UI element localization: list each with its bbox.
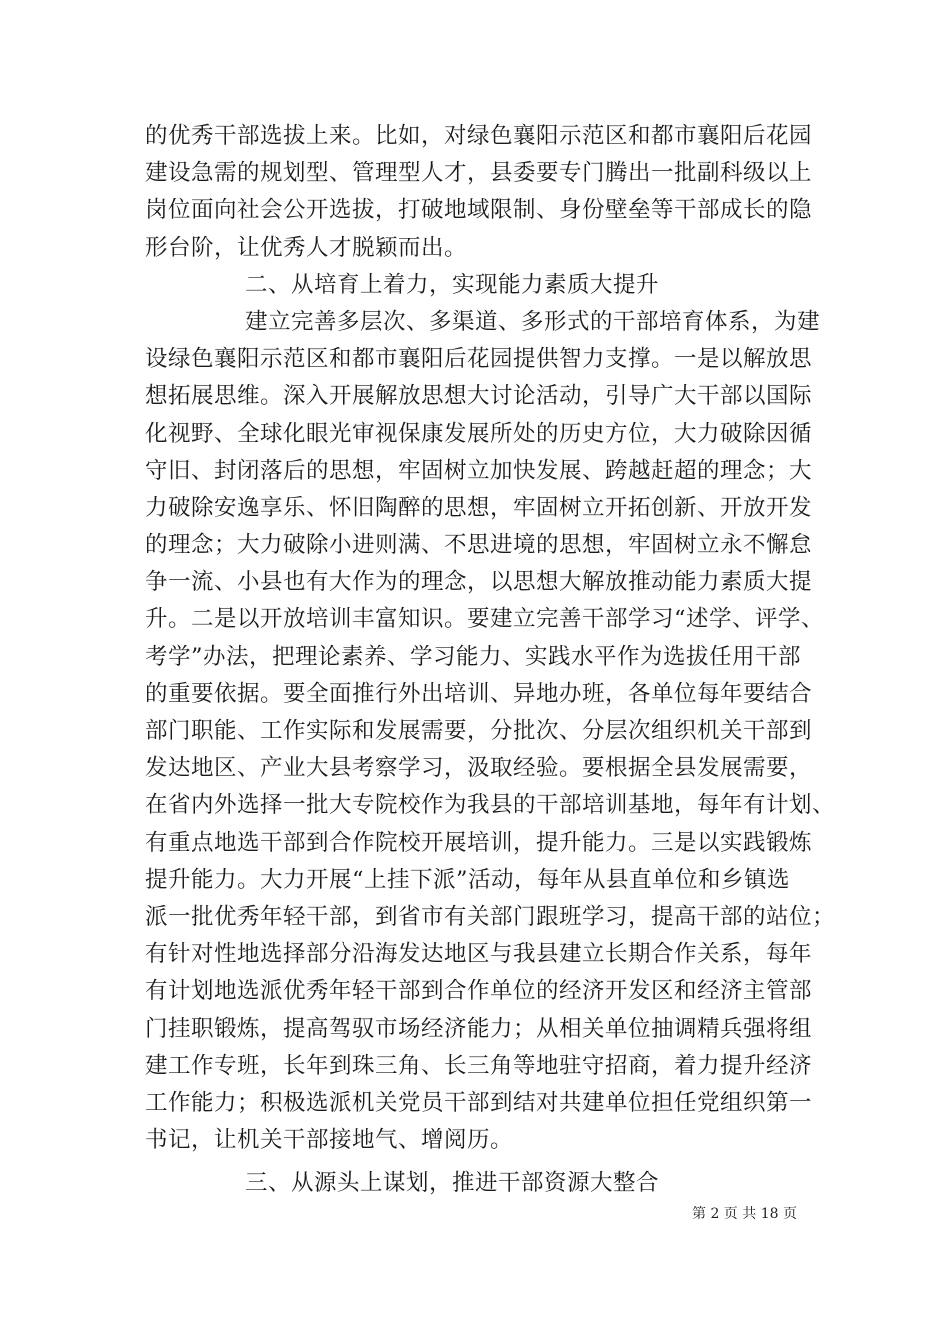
text-line: 有计划地选派优秀年轻干部到合作单位的经济开发区和经济主管部 xyxy=(145,978,813,1005)
text-line: 考学”办法，把理论素养、学习能力、实践水平作为选拔任用干部 xyxy=(145,643,802,670)
text-line: 派一批优秀年轻干部，到省市有关部门跟班学习，提高干部的站位； xyxy=(145,903,836,930)
text-line: 岗位面向社会公开选拔，打破地域限制、身份壁垒等干部成长的隐 xyxy=(145,197,813,224)
text-line: 的优秀干部选拔上来。比如，对绿色襄阳示范区和都市襄阳后花园 xyxy=(145,123,813,149)
document-body xyxy=(145,118,836,1202)
text-line: 门挂职锻炼，提高驾驭市场经济能力；从相关单位抽调精兵强将组 xyxy=(145,1015,813,1042)
text-line: 争一流、小县也有大作为的理念，以思想大解放推动能力素质大提 xyxy=(145,569,813,596)
section-heading-3: 三、从源头上谋划，推进干部资源大整合 xyxy=(245,1170,660,1197)
text-line: 发达地区、产业大县考察学习，汲取经验。要根据全县发展需要， xyxy=(145,755,813,782)
text-line: 在省内外选择一批大专院校作为我县的干部培训基地，每年有计划、 xyxy=(145,792,836,819)
text-line: 建立完善多层次、多渠道、多形式的干部培育体系，为建 xyxy=(245,308,821,335)
text-line: 想拓展思维。深入开展解放思想大讨论活动，引导广大干部以国际 xyxy=(145,383,813,410)
paragraph-2 xyxy=(145,304,836,1159)
text-line: 书记，让机关干部接地气、增阅历。 xyxy=(145,1127,514,1154)
paragraph-1 xyxy=(145,118,813,267)
text-line: 形台阶，让优秀人才脱颖而出。 xyxy=(145,234,468,261)
text-line: 工作能力；积极选派机关党员干部到结对共建单位担任党组织第一 xyxy=(145,1089,813,1116)
section-heading-2: 二、从培育上着力，实现能力素质大提升 xyxy=(245,271,660,298)
text-line: 的重要依据。要全面推行外出培训、异地办班，各单位每年要结合 xyxy=(145,680,813,707)
text-line: 升。二是以开放培训丰富知识。要建立完善干部学习“述学、评学、 xyxy=(145,606,825,633)
text-line: 部门职能、工作实际和发展需要，分批次、分层次组织机关干部到 xyxy=(145,718,813,744)
text-line: 设绿色襄阳示范区和都市襄阳后花园提供智力支撑。一是以解放思 xyxy=(145,346,813,373)
text-line: 化视野、全球化眼光审视保康发展所处的历史方位，大力破除因循 xyxy=(145,420,813,447)
text-line: 提升能力。大力开展“上挂下派”活动，每年从县直单位和乡镇选 xyxy=(145,866,791,893)
text-line: 有重点地选干部到合作院校开展培训，提升能力。三是以实践锻炼 xyxy=(145,829,813,856)
text-line: 力破除安逸享乐、怀旧陶醉的思想，牢固树立开拓创新、开放开发 xyxy=(145,494,813,521)
page-number-footer: 第 2 页 共 18 页 xyxy=(692,1206,797,1222)
text-line: 有针对性地选择部分沿海发达地区与我县建立长期合作关系，每年 xyxy=(145,941,813,968)
text-line: 守旧、封闭落后的思想，牢固树立加快发展、跨越赶超的理念；大 xyxy=(145,457,813,484)
text-line: 建设急需的规划型、管理型人才，县委要专门腾出一批副科级以上 xyxy=(145,160,813,187)
text-line: 的理念；大力破除小进则满、不思进境的思想，牢固树立永不懈怠 xyxy=(145,532,813,559)
text-line: 建工作专班，长年到珠三角、长三角等地驻守招商，着力提升经济 xyxy=(145,1052,813,1079)
